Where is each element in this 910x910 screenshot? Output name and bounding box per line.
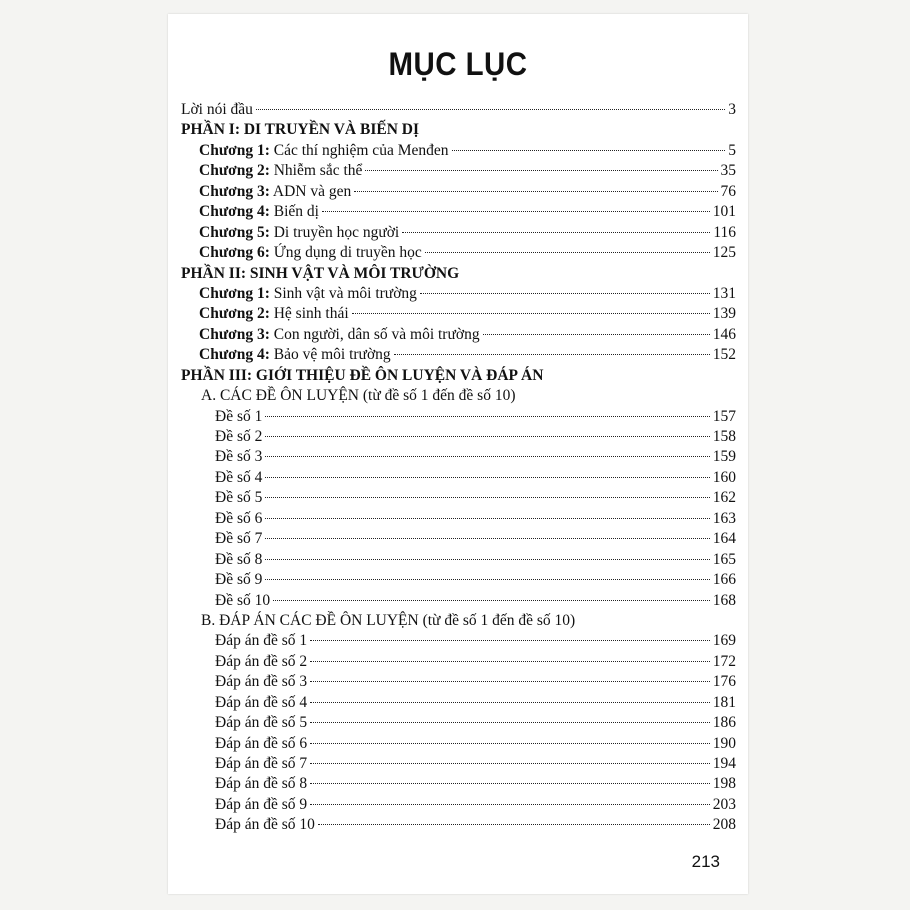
toc-entry-chapter <box>181 243 736 263</box>
dot-leader <box>394 354 710 355</box>
toc-entry-chapter <box>181 141 736 161</box>
toc-entry-label <box>199 141 449 161</box>
toc-entry-item <box>181 488 736 508</box>
entry-title: Đề số 10 <box>215 591 271 609</box>
toc-page-number: 166 <box>712 571 736 589</box>
toc-page-number: 168 <box>712 591 736 609</box>
page-number: 213 <box>691 852 720 871</box>
toc-entry-chapter <box>181 284 736 304</box>
entry-title: B. ĐÁP ÁN CÁC ĐỀ ÔN LUYỆN (từ đề số 1 đến đề số 10) <box>201 611 576 629</box>
entry-title: Nhiễm sắc thể <box>273 162 363 180</box>
chapter-number: Chương 3: <box>199 182 270 200</box>
toc-entry-chapter <box>181 304 736 324</box>
entry-title: Lời nói đầu <box>181 101 253 118</box>
toc-entry-chapter <box>181 202 736 222</box>
dot-leader <box>318 824 710 825</box>
toc-entry-label <box>215 652 307 672</box>
entry-title: Đáp án đề số 4 <box>215 693 308 711</box>
entry-title: Bảo vệ môi trường <box>273 346 391 364</box>
toc-entry-label <box>215 591 270 611</box>
chapter-number: Chương 1: <box>199 284 270 302</box>
toc-page-number: 116 <box>713 223 736 241</box>
entry-title: Đáp án đề số 6 <box>215 734 308 752</box>
toc-page-number: 162 <box>712 489 736 507</box>
dot-leader <box>265 416 709 417</box>
toc-entry-item <box>181 672 736 692</box>
toc-entry-label <box>215 815 315 835</box>
dot-leader <box>310 640 710 641</box>
dot-leader <box>265 477 709 478</box>
dot-leader <box>420 293 710 294</box>
toc-entry-chapter <box>181 182 736 202</box>
dot-leader <box>256 109 725 110</box>
dot-leader <box>265 518 709 519</box>
toc-page-number: 190 <box>712 734 736 752</box>
dot-leader <box>265 538 709 539</box>
toc-entry-label <box>215 734 307 754</box>
dot-leader <box>310 743 710 744</box>
entry-title: Đề số 5 <box>215 489 263 507</box>
entry-title: Đề số 2 <box>215 428 263 445</box>
chapter-number: Chương 1: <box>199 141 270 159</box>
dot-leader <box>310 722 710 723</box>
toc-page-number: 164 <box>712 530 736 548</box>
dot-leader <box>265 497 709 498</box>
toc-entry-label <box>199 182 351 202</box>
dot-leader <box>310 763 710 764</box>
toc-entry-label <box>199 161 362 181</box>
dot-leader <box>452 150 726 151</box>
toc-page-number: 158 <box>712 428 736 445</box>
toc-entry-item <box>181 795 736 815</box>
toc-entry-item <box>181 550 736 570</box>
entry-title: Đề số 7 <box>215 530 263 548</box>
chapter-number: Chương 4: <box>199 203 270 221</box>
toc-entry-item <box>181 407 736 427</box>
toc-page-number: 169 <box>712 632 736 650</box>
entry-title: Ứng dụng di truyền học <box>273 244 422 262</box>
entry-title: Đề số 4 <box>215 468 263 486</box>
toc-entry-item <box>181 815 736 835</box>
entry-title: Đề số 9 <box>215 571 263 589</box>
toc-entry-item <box>181 591 736 611</box>
entry-title: Các thí nghiệm của Menđen <box>273 141 449 159</box>
entry-title: Đề số 8 <box>215 550 263 568</box>
dot-leader <box>365 170 717 171</box>
toc-entry-label <box>199 202 319 222</box>
toc-page-number: 35 <box>720 162 736 180</box>
toc-entry-label <box>215 795 307 815</box>
entry-title: ADN và gen <box>272 182 352 200</box>
toc-entry-label <box>181 120 419 140</box>
chapter-number: Chương 6: <box>199 244 270 262</box>
toc-page-number: 198 <box>712 775 736 793</box>
toc-entry-label <box>199 304 349 324</box>
dot-leader <box>310 783 710 784</box>
dot-leader <box>273 600 710 601</box>
toc-entry-chapter <box>181 161 736 181</box>
entry-title: Đáp án đề số 3 <box>215 673 308 691</box>
toc-entry-label <box>199 284 417 304</box>
toc-page-number: 194 <box>712 755 736 772</box>
dot-leader <box>310 702 710 703</box>
toc-entry-label <box>199 325 480 345</box>
toc-entry-label <box>199 223 399 243</box>
toc-entry-label <box>215 468 262 488</box>
toc-entry-label <box>199 243 422 263</box>
entry-title: Đáp án đề số 2 <box>215 652 308 670</box>
chapter-number: Chương 5: <box>199 223 270 241</box>
toc-entry-label <box>215 774 307 794</box>
toc-entry-section <box>181 386 736 406</box>
toc-entry-label <box>215 713 307 733</box>
toc-page-number: 3 <box>728 101 736 118</box>
toc-page-number: 159 <box>712 448 736 466</box>
toc-page-number: 181 <box>712 693 736 711</box>
toc-entry-item <box>181 468 736 488</box>
toc-entry-chapter <box>181 223 736 243</box>
dot-leader <box>265 456 709 457</box>
entry-title: Đáp án đề số 5 <box>215 714 308 732</box>
toc-entry-top <box>181 100 736 120</box>
toc-entry-item <box>181 509 736 529</box>
toc-entry-label <box>215 427 262 447</box>
toc-entry-label <box>215 529 262 549</box>
entry-title: Đề số 1 <box>215 407 263 425</box>
toc-page-number: 172 <box>712 652 736 670</box>
page-title: MỤC LỤC <box>388 46 528 82</box>
toc-entry-label <box>181 366 543 386</box>
book-page <box>168 14 748 894</box>
toc-page-number: 139 <box>712 305 736 323</box>
toc-entry-label <box>199 345 391 365</box>
toc-entry-item <box>181 754 736 774</box>
toc-page-number: 131 <box>712 284 736 302</box>
toc-entry-part <box>181 120 736 140</box>
toc-entry-item <box>181 693 736 713</box>
entry-title: Hệ sinh thái <box>273 305 349 323</box>
dot-leader <box>352 313 710 314</box>
toc-entry-item <box>181 427 736 447</box>
toc-entry-label <box>215 754 307 774</box>
dot-leader <box>265 559 709 560</box>
toc-entry-chapter <box>181 345 736 365</box>
toc-entry-item <box>181 631 736 651</box>
toc-entry-label <box>181 100 253 120</box>
toc-entry-label <box>215 407 262 427</box>
entry-title: Biến dị <box>273 203 319 221</box>
entry-title: PHẦN I: DI TRUYỀN VÀ BIẾN DỊ <box>181 121 419 139</box>
toc-page-number: 163 <box>712 509 736 527</box>
toc-entry-label <box>215 693 307 713</box>
entry-title: Đề số 6 <box>215 509 263 527</box>
toc-page-number: 76 <box>720 182 736 200</box>
toc-entry-item <box>181 734 736 754</box>
entry-title: PHẦN II: SINH VẬT VÀ MÔI TRƯỜNG <box>181 264 460 282</box>
toc-page-number: 160 <box>712 468 736 486</box>
entry-title: Đáp án đề số 9 <box>215 795 308 813</box>
dot-leader <box>265 436 709 437</box>
toc-entry-item <box>181 570 736 590</box>
toc-page-number: 203 <box>712 795 736 813</box>
toc-entry-item <box>181 652 736 672</box>
toc-page-number: 125 <box>712 244 736 262</box>
dot-leader <box>402 232 710 233</box>
dot-leader <box>310 681 710 682</box>
chapter-number: Chương 2: <box>199 305 270 323</box>
toc-page-number: 101 <box>712 203 736 221</box>
dot-leader <box>322 211 710 212</box>
dot-leader <box>310 804 710 805</box>
entry-title: A. CÁC ĐỀ ÔN LUYỆN (từ đề số 1 đến đề số 10) <box>201 387 516 405</box>
toc-entry-label <box>201 611 575 631</box>
toc-entry-label <box>201 386 516 406</box>
toc-entry-section <box>181 611 736 631</box>
toc-entry-label <box>215 570 262 590</box>
toc-entry-item <box>181 713 736 733</box>
toc-page-number: 146 <box>712 325 736 343</box>
toc-page-number: 208 <box>712 816 736 834</box>
table-of-contents <box>181 100 736 836</box>
entry-title: Đáp án đề số 7 <box>215 755 308 772</box>
entry-title: Con người, dân số và môi trường <box>273 325 480 343</box>
toc-page-number: 176 <box>712 673 736 691</box>
toc-entry-label <box>181 264 459 284</box>
entry-title: PHẦN III: GIỚI THIỆU ĐỀ ÔN LUYỆN VÀ ĐÁP ÁN <box>181 366 544 384</box>
toc-page-number: 157 <box>712 407 736 425</box>
toc-entry-chapter <box>181 325 736 345</box>
toc-entry-label <box>215 488 262 508</box>
toc-page-number: 152 <box>712 346 736 364</box>
toc-page-number: 186 <box>712 714 736 732</box>
toc-page-number: 5 <box>728 141 736 159</box>
toc-entry-label <box>215 631 307 651</box>
toc-entry-label <box>215 550 262 570</box>
chapter-number: Chương 4: <box>199 346 270 364</box>
dot-leader <box>310 661 710 662</box>
entry-title: Đáp án đề số 10 <box>215 816 315 834</box>
toc-entry-item <box>181 447 736 467</box>
entry-title: Đáp án đề số 8 <box>215 775 308 793</box>
chapter-number: Chương 2: <box>199 162 270 180</box>
toc-page-number: 165 <box>712 550 736 568</box>
entry-title: Sinh vật và môi trường <box>273 284 417 302</box>
dot-leader <box>425 252 710 253</box>
entry-title: Đề số 3 <box>215 448 263 466</box>
toc-entry-label <box>215 672 307 692</box>
toc-entry-label <box>215 509 262 529</box>
toc-entry-item <box>181 529 736 549</box>
dot-leader <box>483 334 710 335</box>
entry-title: Đáp án đề số 1 <box>215 632 308 650</box>
toc-entry-part <box>181 366 736 386</box>
toc-entry-item <box>181 774 736 794</box>
dot-leader <box>265 579 709 580</box>
toc-entry-label <box>215 447 262 467</box>
chapter-number: Chương 3: <box>199 325 270 343</box>
entry-title: Di truyền học người <box>273 223 400 241</box>
toc-entry-part <box>181 264 736 284</box>
dot-leader <box>354 191 717 192</box>
